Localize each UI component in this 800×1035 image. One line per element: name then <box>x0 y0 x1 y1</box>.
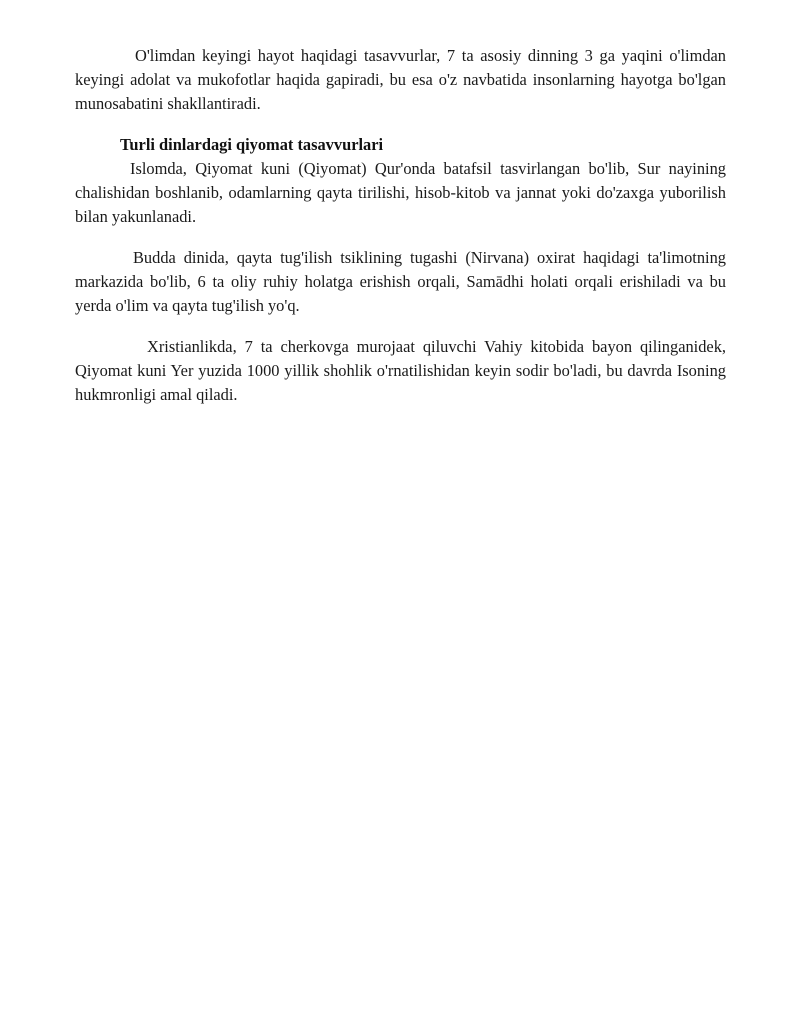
paragraph-christianity: Xristianlikda, 7 ta cherkovga murojaat qiluvchi Vahiy kitobida bayon qilinganidek, Qiyomat kuni Yer yuzida 1000 yillik shohlik o'rnatilishidan keyin sodir bo'ladi, bu davrda Isoning hukmronligi amal qiladi. <box>75 337 726 404</box>
document-body <box>75 44 726 407</box>
section-heading: Turli dinlardagi qiyomat tasavvurlari <box>120 135 384 154</box>
paragraph-buddhism: Budda dinida, qayta tug'ilish tsiklining tugashi (Nirvana) oxirat haqidagi ta'limotning markazida bo'lib, 6 ta oliy ruhiy holatga erishish orqali, Samādhi holati orqali erishiladi va bu yerda o'lim va qayta tug'ilish yo'q. <box>75 248 726 315</box>
paragraph-intro: O'limdan keyingi hayot haqidagi tasavvurlar, 7 ta asosiy dinning 3 ga yaqini o'limdan keyingi adolat va mukofotlar haqida gapiradi, bu esa o'z navbatida insonlarning hayotga bo'lgan munosabatini shakllantiradi. <box>75 46 726 113</box>
paragraph-islam: Islomda, Qiyomat kuni (Qiyomat) Qur'onda batafsil tasvirlangan bo'lib, Sur nayining chalishidan boshlanib, odamlarning qayta tirilishi, hisob-kitob va jannat yoki do'zaxga yuborilish bilan yakunlanadi. <box>75 159 726 226</box>
